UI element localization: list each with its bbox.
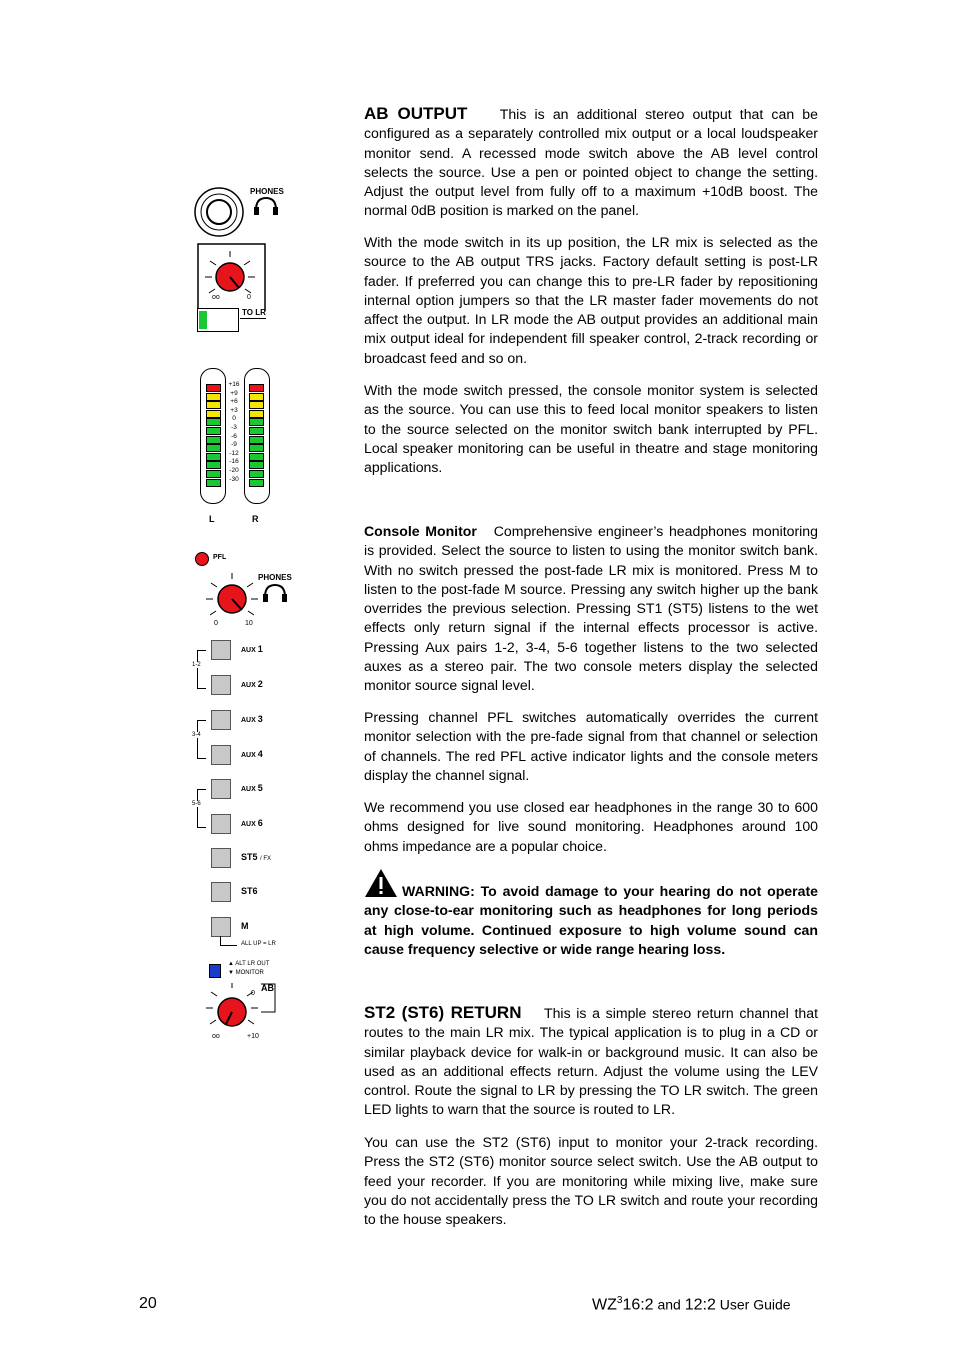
knob2-min-label: 0 [214, 620, 218, 627]
aux-prefix: AUX [241, 786, 258, 793]
footer-title-model1: 16:2 [622, 1296, 654, 1314]
st5-label-text: ST5 [241, 852, 258, 862]
meter-led [206, 418, 221, 426]
meter-led [206, 461, 221, 469]
meter-scale-label: -30 [229, 475, 239, 483]
aux-label-2 [241, 679, 263, 689]
meter-scale-label: -6 [231, 432, 237, 440]
knob2-max-label: 10 [245, 620, 253, 627]
meter-scale-label: +3 [230, 406, 238, 414]
monitor-heading: Console Monitor [364, 523, 477, 539]
aux-prefix: AUX [241, 647, 258, 654]
ab-label: AB [261, 983, 274, 993]
meter-led [249, 393, 264, 401]
aux-prefix: AUX [241, 682, 258, 689]
st2-p2: You can use the ST2 (ST6) input to monitor your 2-track recording. Press the ST2 (ST6) monitor source select switch. Use the AB output to feed your recorder. If you are monitoring while mixing live, make sure you do not accidentally press the TO LR switch and route your recording to the house speakers. [364, 1134, 818, 1228]
meter-led [249, 427, 264, 435]
meter-scale-label: -12 [229, 449, 239, 457]
st6-switch[interactable] [211, 882, 231, 902]
footer-title-tail: User Guide [715, 1296, 791, 1313]
phones-jack-icon [194, 186, 244, 238]
m-label: M [241, 921, 249, 931]
aux-number: 5 [257, 783, 263, 793]
aux-switch-6[interactable] [211, 814, 231, 834]
footer-title-sup: 3 [616, 1295, 623, 1306]
meter-scale-label: +6 [230, 398, 238, 406]
meter-led [249, 384, 264, 392]
meter-led [206, 479, 221, 487]
headphones-mon-icon [262, 583, 288, 603]
st5-label [241, 852, 271, 862]
aux-pair-bracket [197, 720, 206, 759]
meter-scale-label: -3 [231, 424, 237, 431]
knob3-zero-label: 0 [251, 990, 255, 997]
meter-scale-label: -16 [229, 458, 239, 466]
footer-title [592, 1295, 791, 1314]
panel-illustration [0, 0, 340, 1100]
warning-icon [364, 868, 398, 898]
meter-led [249, 461, 264, 469]
pfl-label: PFL [213, 554, 227, 561]
footer-title-and: and [653, 1296, 685, 1313]
aux-label-3 [241, 714, 263, 724]
meter-led [206, 401, 221, 409]
to-lr-led [199, 311, 207, 329]
meter-led [206, 427, 221, 435]
monitor-text: MONITOR [235, 970, 264, 976]
meter-led [249, 470, 264, 478]
meter-led [206, 393, 221, 401]
aux-prefix: AUX [241, 717, 258, 724]
meter-led [206, 384, 221, 392]
st5-fx-label: / FX [260, 856, 272, 862]
aux-pair-label: 5-6 [192, 801, 201, 807]
aux-label-1 [241, 644, 263, 654]
knob3-min-label: oo [212, 1033, 220, 1040]
aux-prefix: AUX [241, 752, 258, 759]
monitor-p2: Pressing channel PFL switches automatically overrides the current monitor selection with the pre-fade signal from that channel or selection of channels. The red PFL active indicator lights and the console meters display the channel signal. [364, 709, 818, 783]
ab-output-p1-text: This is an additional stereo output that can be configured as a separately controlled mix output or a local loudspeaker monitor send. A recessed mode switch above the AB level control selects the source. Use a pen or pointed object to change the setting. Adjust the output level from fully off to a maximum +10dB boost. The normal 0dB position is marked on the panel. [364, 106, 818, 219]
meter-led [206, 436, 221, 444]
knob1-min-label: oo [212, 294, 220, 301]
aux-switch-5[interactable] [211, 779, 231, 799]
aux-switch-3[interactable] [211, 710, 231, 730]
aux-number: 6 [257, 818, 263, 828]
monitor-p3: We recommend you use closed ear headphones in the range 30 to 600 ohms designed for live sound monitoring. Headphones around 100 ohms impedance are a popular choice. [364, 799, 818, 854]
to-lr-switch[interactable] [197, 308, 239, 332]
phones-top-label: PHONES [250, 187, 284, 196]
meter-led [249, 479, 264, 487]
ab-output-p2: With the mode switch in its up position, the LR mix is selected as the source to the AB output TRS jacks. Factory default setting is post-LR fader. If preferred you can change this to pre-LR fader by repositioning internal option jumpers so that the LR master fader movements do not affect the output. In LR mode the AB output provides an additional main mix output ideal for independent fill speaker control, 2-track recording or broadcast feed and so on. [364, 234, 818, 366]
all-up-label: ALL UP = LR [241, 941, 276, 947]
ab-mode-switch[interactable] [209, 964, 221, 978]
footer-title-main: WZ [592, 1296, 617, 1314]
all-up-bracket [220, 936, 237, 946]
aux-label-4 [241, 749, 263, 759]
phones-mon-label: PHONES [258, 573, 292, 582]
phones-level-knob[interactable] [202, 571, 262, 627]
meter-l-label: L [209, 514, 215, 524]
footer-title-model2: 12:2 [684, 1296, 716, 1314]
st2-p1-text: This is a simple stereo return channel that routes to the main LR mix. The typical application is to plug in a CD or similar playback device for walk-in or background music. It can also be used as an additional effects return. Adjust the volume using the LEV control. Route the signal to LR by pressing the TO LR switch. The green LED lights to warn that the source is routed to LR. [364, 1005, 818, 1118]
meter-scale-label: -20 [229, 467, 239, 474]
st6-label: ST6 [241, 886, 258, 896]
meter-led [206, 453, 221, 461]
headphones-icon [253, 196, 279, 216]
ab-output-p1 [364, 104, 818, 221]
meter-led [206, 444, 221, 452]
pfl-indicator [195, 552, 209, 566]
meter-r-label: R [252, 514, 259, 524]
monitor-p1-text: Comprehensive engineer’s headphones monitoring is provided. Select the source to listen to using the monitor switch bank. With no switch pressed the post-fade LR mix is monitored. Press M to listen to the post-fade M source. Pressing any switch higher up the bank overrides the previous selection. Pressing ST1 (ST5) listens to the wet effects only return signal if the internal effects processor is active. Pressing Aux pairs 1-2, 3-4, 5-6 together listens to the two selected auxes as a stereo pair. The two console meters display the selected monitor source signal level. [364, 523, 818, 694]
ab-output-heading: AB OUTPUT [364, 104, 468, 123]
ab-output-p3: With the mode switch pressed, the console monitor system is selected as the source. You can use this to feed local monitor speakers to listen to the source selected on the monitor switch bank interrupted by PFL. Local speaker monitoring can be useful in theatre and stage monitoring applications. [364, 382, 818, 476]
st2-p1 [364, 1003, 818, 1120]
aux-label-5 [241, 783, 263, 793]
aux-pair-label: 1-2 [192, 662, 201, 668]
meter-led [206, 470, 221, 478]
aux-pair-bracket [197, 789, 206, 828]
to-lr-label: TO LR [242, 308, 266, 317]
knob3-max-label: +10 [247, 1033, 259, 1040]
meter-scale-label: 0 [232, 415, 236, 423]
aux-pair-bracket [197, 650, 206, 689]
aux-pair-label: 3-4 [192, 732, 201, 738]
to-lr-underline [240, 318, 266, 319]
meter-scale-label: +16 [228, 381, 240, 388]
warning-block [364, 868, 818, 959]
knob1-max-label: 0 [247, 294, 251, 301]
alt-lr-out-text: ALT LR OUT [235, 961, 270, 967]
meter-led [249, 401, 264, 409]
aux-switch-4[interactable] [211, 745, 231, 765]
aux-number: 4 [257, 749, 263, 759]
aux-label-6 [241, 818, 263, 828]
aux-number: 1 [257, 644, 263, 654]
meter-led [206, 410, 221, 418]
meter-led [249, 436, 264, 444]
meter-led [249, 410, 264, 418]
st2-heading: ST2 (ST6) RETURN [364, 1003, 522, 1022]
monitor-label: ▼ MONITOR [228, 970, 264, 976]
aux-switch-1[interactable] [211, 640, 231, 660]
alt-lr-out-label: ▲ ALT LR OUT [228, 961, 270, 967]
meter-led [249, 444, 264, 452]
meter-led [249, 418, 264, 426]
aux-number: 3 [257, 714, 263, 724]
aux-prefix: AUX [241, 821, 258, 828]
page-number: 20 [139, 1295, 157, 1312]
aux-number: 2 [257, 679, 263, 689]
monitor-p1 [364, 522, 818, 696]
aux-switch-2[interactable] [211, 675, 231, 695]
warning-text: WARNING: To avoid damage to your hearing do not operate any close-to-ear monitoring such as headphones for long periods at high volume. Continued exposure to high volume sound can cause frequency selective or wide range hearing loss. [364, 883, 818, 957]
meter-scale-label: +9 [230, 389, 238, 397]
meter-scale-label: -9 [231, 441, 237, 449]
m-switch[interactable] [211, 917, 231, 937]
meter-led [249, 453, 264, 461]
st5-switch[interactable] [211, 848, 231, 868]
